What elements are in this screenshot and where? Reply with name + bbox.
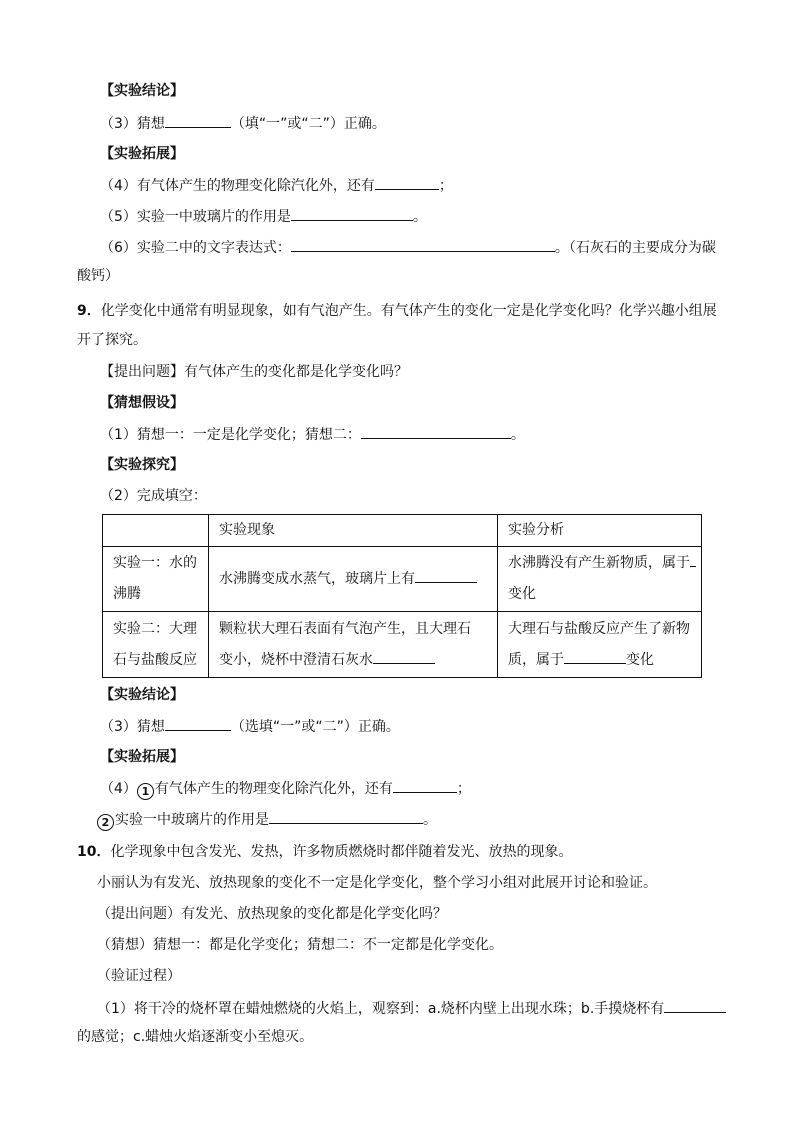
table-cell-experiment-name [103, 612, 209, 678]
q8-q4-post: ； [438, 178, 453, 194]
cell-line [508, 645, 691, 676]
q9-q4-blank[interactable] [393, 778, 457, 793]
q9-number: 9． [77, 303, 101, 319]
cell-line [219, 564, 487, 595]
table-cell-phenomenon [209, 547, 498, 612]
q9-intro-line2: 开了探究。 [77, 332, 147, 348]
q10-paragraph: 小丽认为有发光、放热现象的变化不一定是化学变化，整个学习小组对此展开讨论和验证。 [97, 875, 657, 891]
cell-line: 颗粒状大理石表面有气泡产生，且大理石 [219, 620, 471, 637]
q10-step-1 [97, 998, 726, 1018]
q10-number: 10． [77, 844, 111, 860]
circled-number-1: 1 [137, 783, 154, 800]
analysis-pre: 质，属于 [508, 651, 564, 668]
q8-ext-title: 【实验拓展】 [100, 146, 184, 162]
table-header-cell [103, 515, 209, 547]
q10-step-1-continuation: 的感觉；c.蜡烛火焰逐渐变小至熄灭。 [77, 1029, 314, 1045]
q10-verify: （验证过程） [97, 968, 181, 984]
phenomenon-text: 水沸腾变成水蒸气，玻璃片上有 [219, 570, 415, 587]
table-row [103, 547, 702, 612]
q9-hyp-title: 【猜想假设】 [100, 395, 184, 411]
q9-q1-post: 。 [510, 427, 525, 443]
table-cell-experiment-name [103, 547, 209, 612]
cell-line [219, 645, 487, 676]
q9-q4-text: 有气体产生的物理变化除汽化外，还有 [154, 781, 393, 797]
q9-explore-title: 【实验探究】 [100, 457, 184, 473]
q8-q6-continuation: 酸钙） [77, 268, 119, 284]
q8-q6-post: 。（石灰石的主要成分为碳 [554, 240, 716, 256]
experiment-table [102, 514, 702, 678]
analysis-text: 水沸腾没有产生新物质，属于 [508, 555, 690, 571]
q9-question-1 [100, 424, 525, 444]
cell-line: 沸腾 [113, 586, 141, 602]
q8-q5-blank[interactable] [291, 206, 413, 221]
q9-q4-pre: （4） [100, 781, 137, 797]
q9-q3-blank[interactable] [165, 716, 231, 731]
q9-q3-pre: （3）猜想 [100, 719, 165, 735]
q8-q3-blank[interactable] [165, 113, 231, 128]
cell-line: 实验二：大理 [113, 620, 197, 637]
table-header-cell: 实验分析 [498, 515, 702, 547]
q8-conclusion-title: 【实验结论】 [100, 83, 184, 99]
table-cell-analysis [498, 612, 702, 678]
q9-ext-title: 【实验拓展】 [100, 749, 184, 765]
q9-q4b-blank[interactable] [269, 809, 423, 824]
q8-q3-pre: （3）猜想 [100, 116, 165, 132]
table-row [103, 612, 702, 678]
q10-question: （提出问题）有发光、放热现象的变化都是化学变化吗？ [97, 906, 447, 922]
table-header-cell: 实验现象 [209, 515, 498, 547]
q9-question-4b [97, 809, 437, 829]
q9-intro-text: 化学变化中通常有明显现象，如有气泡产生。有气体产生的变化一定是化学变化吗？化学兴趣小组展 [100, 303, 717, 319]
q8-question-3 [100, 113, 386, 133]
q9-q4-post: ； [456, 781, 471, 797]
q9-q4b-post: 。 [423, 812, 437, 828]
analysis-blank[interactable] [690, 552, 696, 567]
q10-s1-text: （1）将干冷的烧杯罩在蜡烛燃烧的火焰上，观察到：a.烧杯内壁上出现水珠；b.手摸烧杯有 [97, 1001, 665, 1017]
q8-q5-pre: （5）实验一中玻璃片的作用是 [100, 209, 291, 225]
phenomenon-text: 变小，烧杯中澄清石灰水 [219, 651, 373, 668]
q8-question-4 [100, 175, 453, 195]
q8-q4-pre: （4）有气体产生的物理变化除汽化外，还有 [100, 178, 375, 194]
analysis-post: 变化 [626, 651, 654, 668]
q8-question-6 [100, 237, 716, 257]
q9-conclusion-title: 【实验结论】 [100, 687, 184, 703]
q9-q4b-text: 实验一中玻璃片的作用是 [115, 812, 269, 828]
q9-intro-line1 [77, 301, 717, 321]
circled-number-2: 2 [97, 814, 114, 831]
q9-question-3 [100, 716, 400, 736]
cell-line: 变化 [508, 586, 536, 602]
table-cell-phenomenon [209, 612, 498, 678]
q8-q6-pre: （6）实验二中的文字表达式： [100, 240, 291, 256]
q10-guess: （猜想）猜想一：都是化学变化；猜想二：不一定都是化学变化。 [97, 937, 503, 953]
q10-intro-text: 化学现象中包含发光、发热，许多物质燃烧时都伴随着发光、放热的现象。 [110, 844, 573, 860]
phenomenon-blank[interactable] [415, 568, 477, 583]
q9-q1-blank[interactable] [361, 424, 511, 439]
q10-s1-blank[interactable] [664, 998, 726, 1013]
q8-q3-post: （填“一”或“二”）正确。 [230, 116, 386, 132]
q8-q4-blank[interactable] [375, 175, 439, 190]
table-cell-analysis [498, 547, 702, 612]
q8-question-5 [100, 206, 427, 226]
q9-question-2: （2）完成填空： [100, 488, 207, 504]
cell-line: 实验一：水的 [113, 555, 197, 571]
q9-q3-post: （选填“一”或“二”）正确。 [230, 719, 400, 735]
cell-line [508, 548, 691, 579]
q10-intro [77, 842, 572, 862]
table-header-row [103, 515, 702, 547]
q9-q1-pre: （1）猜想一：一定是化学变化；猜想二： [100, 427, 361, 443]
q9-question-4 [100, 778, 471, 798]
q9-question-line: 【提出问题】有气体产生的变化都是化学变化吗？ [100, 364, 408, 380]
q8-q5-post: 。 [412, 209, 427, 225]
cell-line: 大理石与盐酸反应产生了新物 [508, 620, 690, 637]
phenomenon-blank[interactable] [373, 649, 435, 664]
analysis-blank[interactable] [564, 649, 626, 664]
q8-q6-blank[interactable] [291, 237, 555, 252]
cell-line: 石与盐酸反应 [113, 651, 197, 668]
